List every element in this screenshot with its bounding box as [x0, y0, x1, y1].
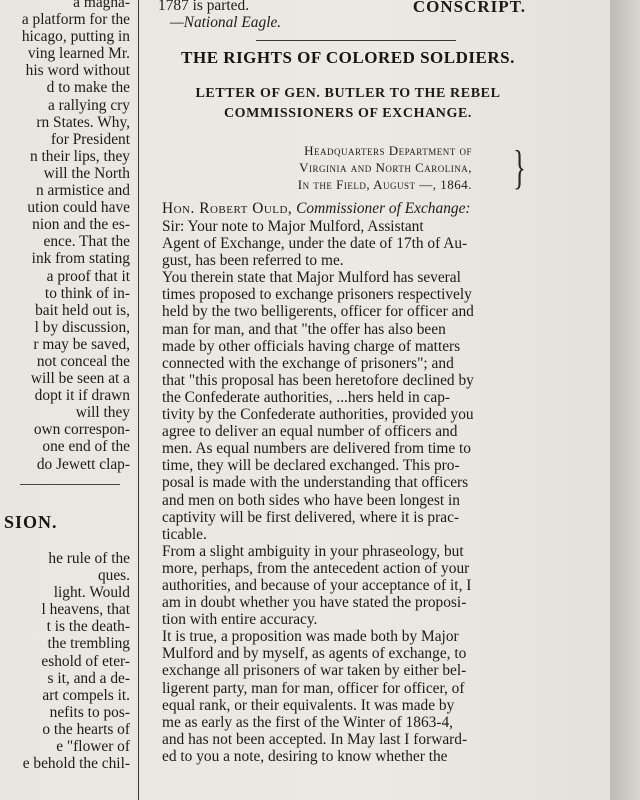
body-line: and men on both sides who have been longest in [162, 491, 460, 509]
left-column-line: n armistice and [35, 182, 130, 200]
dateline-line-3: In the Field, August —, 1864. [297, 177, 472, 192]
left-column-line: ques. [97, 567, 130, 585]
left-column-line: light. Would [53, 584, 130, 602]
left-column-line: r may be saved, [33, 335, 130, 353]
left-column-line: dopt it if drawn [34, 387, 130, 405]
body-line: made by other officials having charge of matters [162, 337, 461, 355]
left-column-lower-text [0, 550, 132, 772]
top-left-line-1: 1787 is parted. [158, 0, 250, 14]
body-line: men. As equal numbers are delivered from time to [162, 440, 471, 458]
body-line: man for man, and that "the offer has also been [162, 320, 446, 338]
dateline [200, 142, 512, 193]
left-column-line: bait held out is, [35, 301, 130, 319]
left-column-line: a magna- [73, 0, 130, 11]
left-column-line: e "flower of [56, 738, 130, 756]
left-column-line: will the North [43, 164, 130, 182]
left-column-line: not conceal the [36, 352, 130, 370]
body-line: authorities, and because of your acceptance of it, I [162, 576, 472, 594]
body-line: gust, has been referred to me. [162, 252, 344, 270]
page-edge [610, 0, 640, 800]
article-subtitle [148, 84, 548, 124]
subtitle-line-2: COMMISSIONERS OF EXCHANGE. [223, 106, 473, 121]
left-column-line: one end of the [42, 438, 130, 456]
dateline-line-2: Virginia and North Carolina, [299, 160, 472, 175]
body-line: Mulford and by myself, as agents of exchange, to [162, 645, 467, 663]
top-left-line-2: —National Eagle. [170, 14, 282, 32]
salutation-title: Commissioner of Exchange: [296, 200, 471, 217]
left-column-line: own correspon- [33, 421, 130, 439]
body-line: more, perhaps, from the antecedent action of your [162, 559, 470, 577]
left-column-line: e behold the chil- [22, 755, 130, 773]
left-column-top-text [0, 0, 132, 473]
article-title: THE RIGHTS OF COLORED SOLDIERS. [181, 48, 515, 67]
body-line: that "this proposal has been heretofore declined by [162, 371, 474, 389]
body-line: connected with the exchange of prisoners"; and [162, 354, 454, 372]
left-column-divider [20, 484, 120, 485]
body-line: agree to deliver an equal number of officers and [162, 423, 458, 441]
section-heading-right: CONSCRIPT. [412, 0, 526, 16]
left-column-line: s it, and a de- [47, 669, 130, 687]
body-line: Sir: Your note to Major Mulford, Assistant [162, 218, 424, 235]
body-line: You therein state that Major Mulford has several [162, 269, 461, 287]
body-line: tion with entire accuracy. [162, 611, 318, 629]
left-column-line: the trembling [47, 635, 130, 653]
left-column-line: art compels it. [42, 686, 130, 704]
left-column-line: l by discussion, [34, 318, 130, 336]
column-rule [138, 0, 139, 800]
body-line: ticable. [162, 525, 207, 543]
body-line: and has not been accepted. In May last I forward- [162, 730, 468, 748]
body-line: held by the two belligerents, officer for officer and [162, 303, 474, 321]
body-line: me as early as the first of the Winter of 1863-4, [162, 713, 454, 731]
body-line: equal rank, or their equivalents. It was made by [162, 696, 455, 714]
left-column-line: ence. That the [43, 233, 130, 251]
left-column-line: do Jewett clap- [36, 455, 130, 473]
body-line: tivity by the Confederate authorities, provided you [162, 406, 474, 424]
left-column-line: to think of in- [44, 284, 130, 302]
left-column-line: eshold of eter- [41, 652, 130, 670]
body-line: the Confederate authorities, ...hers held in cap- [162, 388, 451, 406]
left-column-line: will they [75, 404, 130, 422]
salutation-name: Hon. Robert Ould, [162, 200, 293, 217]
brace-glyph: } [513, 141, 526, 194]
subtitle-line-1: LETTER OF GEN. BUTLER TO THE REBEL [195, 86, 501, 101]
left-column-line: his word without [25, 62, 130, 80]
left-column-line: n their lips, they [29, 147, 130, 165]
left-column-line: o the hearts of [42, 720, 130, 738]
top-left-text [154, 0, 281, 31]
left-column-line: will be seen at a [30, 370, 130, 388]
left-column-line: a proof that it [46, 267, 130, 285]
title-rule [256, 40, 456, 41]
body-line: am in doubt whether you have stated the proposi- [162, 594, 467, 612]
body-line: times proposed to exchange prisoners respectively [162, 286, 472, 304]
letter-body [162, 218, 548, 765]
left-column-line: hicago, putting in [21, 28, 130, 46]
body-line: It is true, a proposition was made both by Major [162, 628, 459, 646]
left-column-line: ving learned Mr. [27, 45, 130, 63]
left-column-heading: SION. [4, 512, 58, 532]
left-column-line: ution could have [27, 199, 130, 217]
body-line: exchange all prisoners of war taken by either bel- [162, 662, 467, 680]
left-column-line: ink from stating [31, 250, 130, 268]
body-line: ligerent party, man for man, officer for officer, of [162, 679, 465, 697]
left-column-line: rn States. Why, [36, 113, 130, 131]
left-column-line: he rule of the [48, 550, 130, 567]
left-column-line: l heavens, that [41, 601, 130, 619]
left-column-line: a rallying cry [47, 96, 130, 114]
body-line: Agent of Exchange, under the date of 17th of Au- [162, 235, 468, 253]
dateline-line-1: Headquarters Department of [304, 143, 472, 158]
top-row [148, 0, 548, 31]
left-column-line: t is the death- [46, 618, 130, 636]
body-line: ed to you a note, desiring to know whether the [162, 747, 448, 765]
left-column-line: for President [50, 130, 130, 148]
left-column [0, 0, 132, 800]
body-line: time, they will be declared exchanged. This pro- [162, 457, 460, 475]
left-column-line: nefits to pos- [49, 703, 130, 721]
left-column-line: nion and the es- [32, 216, 130, 234]
main-column [148, 0, 548, 800]
salutation [162, 200, 548, 217]
body-line: From a slight ambiguity in your phraseology, but [162, 542, 464, 560]
left-column-line: a platform for the [21, 11, 130, 29]
left-column-line: d to make the [46, 79, 130, 97]
body-line: posal is made with the understanding that officers [162, 474, 469, 492]
body-line: captivity will be first delivered, where it is prac- [162, 508, 460, 526]
